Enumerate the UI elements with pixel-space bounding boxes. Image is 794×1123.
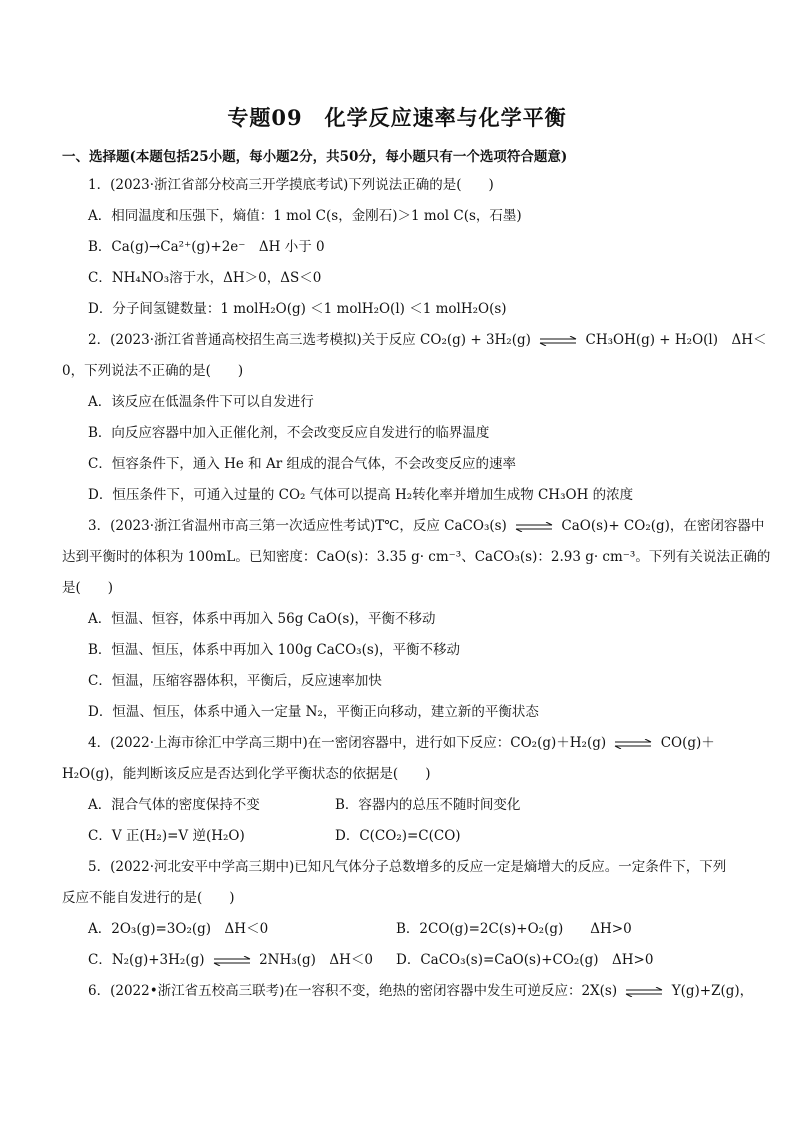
question-5-option-b: B．2CO(g)=2C(s)+O₂(g) ΔH>0 — [396, 921, 632, 937]
question-3-option-a: A．恒温、恒容，体系中再加入 56g CaO(s)，平衡不移动 — [88, 611, 436, 627]
question-2-stem-part-a: 2．(2023·浙江省普通高校招生高三选考模拟)关于反应 CO₂(g) + 3H₂(g) — [88, 332, 531, 348]
question-3-option-d: D．恒温、恒压，体系中通入一定量 N₂，平衡正向移动，建立新的平衡状态 — [88, 704, 539, 720]
question-1-stem: 1．(2023·浙江省部分校高三开学摸底考试)下列说法正确的是( ) — [88, 177, 494, 193]
page-title: 专题09 化学反应速率与化学平衡 — [227, 105, 567, 130]
question-3-stem-part-b: CaO(s)+ CO₂(g)，在密闭容器中 — [561, 518, 765, 534]
question-5-option-c-part-a: C．N₂(g)+3H₂(g) — [88, 952, 205, 968]
equilibrium-arrow-icon — [538, 336, 578, 346]
question-2-option-a: A．该反应在低温条件下可以自发进行 — [88, 394, 314, 410]
question-3-stem-cont-1: 达到平衡时的体积为 100mL。已知密度：CaO(s)：3.35 g· cm⁻³、CaCO₃(s)：2.93 g· cm⁻³。下列有关说法正确的 — [62, 549, 771, 565]
question-5-stem-cont: 反应不能自发进行的是( ) — [62, 890, 235, 906]
question-5-option-c-part-b: 2NH₃(g) ΔH＜0 — [259, 952, 373, 968]
question-3-stem-cont-2: 是( ) — [62, 580, 114, 596]
question-4-stem-part-b: CO(g)＋ — [660, 735, 715, 751]
question-4-option-c: C．V 正(H₂)=V 逆(H₂O) — [88, 828, 245, 844]
question-3-option-b: B．恒温、恒压，体系中再加入 100g CaCO₃(s)，平衡不移动 — [88, 642, 461, 658]
question-3-option-c: C．恒温，压缩容器体积，平衡后，反应速率加快 — [88, 673, 382, 689]
question-2-stem — [88, 331, 767, 349]
question-2-option-b: B．向反应容器中加入正催化剂，不会改变反应自发进行的临界温度 — [88, 425, 490, 441]
question-3-stem-part-a: 3．(2023·浙江省温州市高三第一次适应性考试)T℃，反应 CaCO₃(s) — [88, 518, 507, 534]
question-2-stem-cont: 0，下列说法不正确的是( ) — [62, 363, 244, 379]
question-2-option-d: D．恒压条件下，可通入过量的 CO₂ 气体可以提高 H₂转化率并增加生成物 CH₃OH 的浓度 — [88, 487, 634, 503]
equilibrium-arrow-icon — [212, 956, 252, 966]
section-heading: 一、选择题(本题包括25小题，每小题2分，共50分，每小题只有一个选项符合题意) — [62, 149, 568, 165]
question-4-option-d: D．C(CO₂)=C(CO) — [335, 828, 461, 844]
question-1-option-b: B．Ca(g)→Ca²⁺(g)+2e⁻ ΔH 小于 0 — [88, 239, 325, 255]
question-5-option-a: A．2O₃(g)=3O₂(g) ΔH＜0 — [88, 921, 269, 937]
question-1-option-a: A．相同温度和压强下，熵值：1 mol C(s，金刚石)＞1 mol C(s，石墨) — [88, 208, 522, 224]
question-6-stem-part-b: Y(g)+Z(g)， — [671, 983, 754, 999]
question-4-option-a: A．混合气体的密度保持不变 — [88, 797, 260, 813]
question-5-option-c — [88, 951, 373, 969]
equilibrium-arrow-icon — [624, 987, 664, 997]
question-4-option-b: B．容器内的总压不随时间变化 — [335, 797, 521, 813]
question-6-stem — [88, 982, 753, 1000]
question-5-stem: 5．(2022·河北安平中学高三期中)已知凡气体分子总数增多的反应一定是熵增大的反应。一定条件下，下列 — [88, 859, 727, 875]
question-2-stem-part-b: CH₃OH(g) + H₂O(l) ΔH＜ — [585, 332, 767, 348]
question-2-option-c: C．恒容条件下，通入 He 和 Ar 组成的混合气体，不会改变反应的速率 — [88, 456, 516, 472]
question-6-stem-part-a: 6．(2022•浙江省五校高三联考)在一容积不变，绝热的密闭容器中发生可逆反应：2X(s) — [88, 983, 618, 999]
question-1-option-c: C．NH₄NO₃溶于水，ΔH＞0，ΔS＜0 — [88, 270, 322, 286]
question-4-stem — [88, 734, 715, 752]
equilibrium-arrow-icon — [613, 739, 653, 749]
equilibrium-arrow-icon — [514, 522, 554, 532]
question-5-option-d: D．CaCO₃(s)=CaO(s)+CO₂(g) ΔH>0 — [396, 952, 654, 968]
question-1-option-d: D．分子间氢键数量：1 molH₂O(g) ＜1 molH₂O(l) ＜1 molH₂O(s) — [88, 301, 507, 317]
question-4-stem-part-a: 4．(2022·上海市徐汇中学高三期中)在一密闭容器中，进行如下反应：CO₂(g)＋H₂(g) — [88, 735, 607, 751]
question-4-stem-cont: H₂O(g)，能判断该反应是否达到化学平衡状态的依据是( ) — [62, 766, 431, 782]
question-3-stem — [88, 517, 764, 535]
